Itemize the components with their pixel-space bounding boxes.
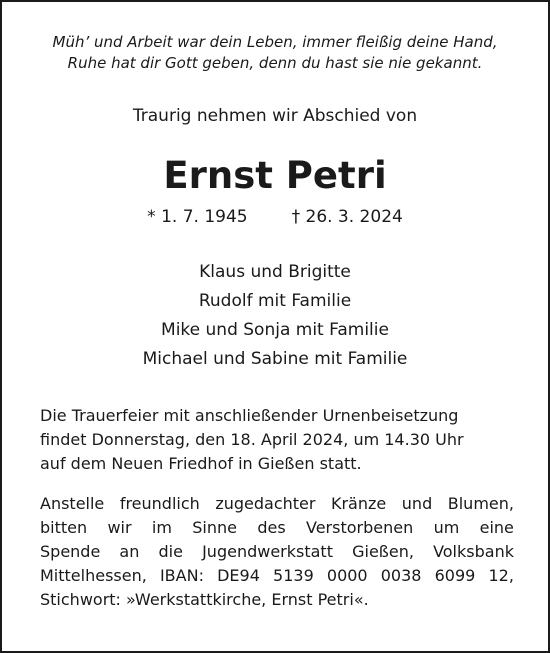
word: Verstorbenen [306,518,414,537]
word: 0038 [380,566,422,585]
funeral-line: Die Trauerfeier mit anschließender Urnenbeisetzung [40,406,459,425]
word: Sinne [192,518,237,537]
word: die [158,542,183,561]
word: freundlich [119,494,200,513]
mourner-line: Klaus und Brigitte [199,262,351,282]
life-dates [2,206,548,228]
funeral-line: findet Donnerstag, den 18. April 2024, um 14.30 Uhr [40,430,464,449]
death-date: † 26. 3. 2024 [291,207,403,227]
word: Spende [40,542,101,561]
mourner-line: Rudolf mit Familie [198,291,352,311]
deceased-name: Ernst Petri [163,154,387,197]
memorial-verse [2,32,548,74]
donation-line: Stichwort: »Werkstattkirche, Ernst Petri«. [40,590,369,609]
word: IBAN: [159,566,204,585]
verse-line: Ruhe hat dir Gott geben, denn du hast sie nie gekannt. [67,54,483,72]
word: im [151,518,172,537]
word: bitten [40,518,88,537]
donation-line [40,492,514,516]
word: 5139 [273,566,314,585]
donation-line [40,564,514,588]
word: wir [107,518,132,537]
word: Blumen, [447,494,514,513]
word: Gießen, [352,542,414,561]
verse-line: Müh’ und Arbeit war dein Leben, immer fleißig deine Hand, [52,33,498,51]
word: Volksbank [433,542,514,561]
farewell-intro: Traurig nehmen wir Abschied von [132,106,418,126]
word: eine [479,518,514,537]
word: 12, [488,566,514,585]
word: an [119,542,140,561]
word: zugedachter [215,494,316,513]
funeral-line: auf dem Neuen Friedhof in Gießen statt. [40,454,362,473]
word: Mittelhessen, [40,566,147,585]
donation-line [40,540,514,564]
word: um [433,518,460,537]
word: Kränze [330,494,387,513]
mourner-line: Mike und Sonja mit Familie [161,320,389,340]
word: 0000 [326,566,368,585]
word: 6099 [434,566,476,585]
mourners-list [2,258,548,374]
funeral-details [40,404,514,476]
word: DE94 [217,566,260,585]
word: Anstelle [40,494,105,513]
word: des [257,518,286,537]
donation-request [40,492,514,612]
word: Jugendwerkstatt [202,542,333,561]
word: und [401,494,433,513]
birth-date: * 1. 7. 1945 [147,207,248,227]
donation-line [40,516,514,540]
mourner-line: Michael und Sabine mit Familie [142,349,408,369]
